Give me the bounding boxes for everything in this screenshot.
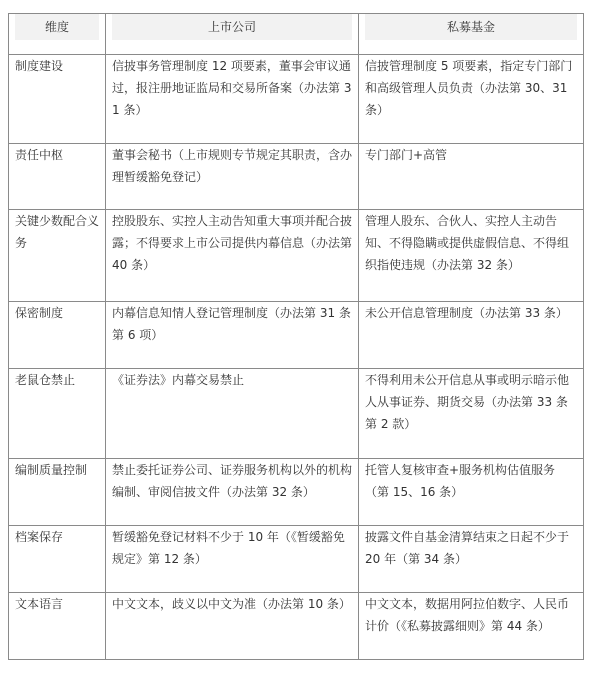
- table-row: [9, 526, 584, 593]
- dimension-cell: 档案保存: [9, 526, 106, 593]
- dimension-cell: 保密制度: [9, 302, 106, 369]
- comparison-table: [8, 13, 584, 660]
- private-cell: 披露文件自基金清算结束之日起不少于 20 年（第 34 条）: [359, 526, 584, 593]
- table-row: [9, 369, 584, 459]
- dimension-cell: 责任中枢: [9, 144, 106, 210]
- private-cell: 专门部门+高管: [359, 144, 584, 210]
- dimension-cell: 制度建设: [9, 55, 106, 144]
- private-cell: 管理人股东、合伙人、实控人主动告知、不得隐瞒或提供虚假信息、不得组织指使违规（办法第 32 条）: [359, 210, 584, 302]
- listed-cell: 《证券法》内幕交易禁止: [106, 369, 359, 459]
- table-row: [9, 55, 584, 144]
- table-row: [9, 210, 584, 302]
- dimension-cell: 老鼠仓禁止: [9, 369, 106, 459]
- private-cell: 不得利用未公开信息从事或明示暗示他人从事证券、期货交易（办法第 33 条第 2 款）: [359, 369, 584, 459]
- header-cell-listed: 上市公司: [106, 14, 359, 55]
- header-row: [9, 14, 584, 55]
- private-cell: 托管人复核审查+服务机构估值服务（第 15、16 条）: [359, 459, 584, 526]
- header-cell-private: 私募基金: [359, 14, 584, 55]
- private-cell: 信披管理制度 5 项要素，指定专门部门和高级管理人员负责（办法第 30、31 条）: [359, 55, 584, 144]
- header-cell-dimension: 维度: [9, 14, 106, 55]
- dimension-cell: 关键少数配合义务: [9, 210, 106, 302]
- listed-cell: 禁止委托证券公司、证券服务机构以外的机构编制、审阅信披文件（办法第 32 条）: [106, 459, 359, 526]
- listed-cell: 信披事务管理制度 12 项要素，董事会审议通过，报注册地证监局和交易所备案（办法第 31 条）: [106, 55, 359, 144]
- listed-cell: 董事会秘书（上市规则专节规定其职责，含办理暂缓豁免登记）: [106, 144, 359, 210]
- dimension-cell: 编制质量控制: [9, 459, 106, 526]
- table-row: [9, 593, 584, 660]
- listed-cell: 控股股东、实控人主动告知重大事项并配合披露；不得要求上市公司提供内幕信息（办法第 40 条）: [106, 210, 359, 302]
- table-row: [9, 144, 584, 210]
- table-row: [9, 459, 584, 526]
- listed-cell: 内幕信息知情人登记管理制度（办法第 31 条第 6 项）: [106, 302, 359, 369]
- table-row: [9, 302, 584, 369]
- listed-cell: 中文文本，歧义以中文为准（办法第 10 条）: [106, 593, 359, 660]
- listed-cell: 暂缓豁免登记材料不少于 10 年（《暂缓豁免规定》第 12 条）: [106, 526, 359, 593]
- dimension-cell: 文本语言: [9, 593, 106, 660]
- private-cell: 中文文本，数据用阿拉伯数字、人民币计价（《私募披露细则》第 44 条）: [359, 593, 584, 660]
- private-cell: 未公开信息管理制度（办法第 33 条）: [359, 302, 584, 369]
